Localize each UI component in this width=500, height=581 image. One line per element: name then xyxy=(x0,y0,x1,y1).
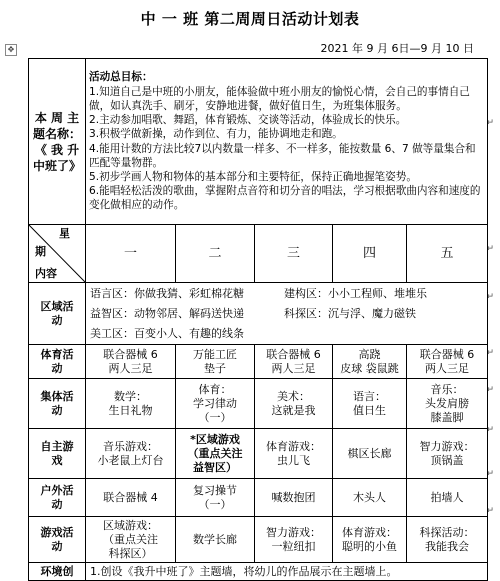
cell-line: 生日礼物 xyxy=(108,403,153,417)
theme-label-line: 中班了》 xyxy=(32,158,81,173)
cell-line: 高跷 xyxy=(358,347,381,361)
area-item: 美工区：百变小人、有趣的线条 xyxy=(90,326,244,340)
activity-plan-table xyxy=(28,58,488,581)
game-cell[interactable] xyxy=(255,517,333,563)
row-label xyxy=(29,479,86,517)
free-play-row xyxy=(29,429,488,479)
paragraph-mark-icon: ↵ xyxy=(486,292,494,302)
outdoor-cell[interactable] xyxy=(407,479,488,517)
cell-line: 顶锅盖 xyxy=(430,453,464,467)
row-label-line: 动 xyxy=(51,403,63,417)
row-label-line: 自主游 xyxy=(40,439,74,453)
cell-line: 皮球 袋鼠跳 xyxy=(340,361,399,375)
row-label-line: 动 xyxy=(51,361,63,375)
cell-line: 垫子 xyxy=(204,361,226,375)
game-cell[interactable] xyxy=(407,517,488,563)
outdoor-row xyxy=(29,479,488,517)
cell-line: 联合器械 6 xyxy=(103,347,158,361)
environment-cell[interactable]: 1.创设《我升中班了》主题墙，将幼儿的作品展示在主题墙上。 xyxy=(86,563,488,581)
cell-line: 两人三足 xyxy=(108,361,153,375)
row-label-line: 动 xyxy=(51,313,63,327)
row-label-line: 戏 xyxy=(51,453,63,467)
row-label xyxy=(29,429,86,479)
free-play-cell[interactable] xyxy=(255,429,333,479)
theme-label-line: 题名称： xyxy=(32,126,81,141)
cell-line: 两人三足 xyxy=(425,361,469,375)
cell-line: 联合器械 6 xyxy=(266,347,321,361)
paragraph-mark-icon: ↵ xyxy=(486,118,494,128)
row-label xyxy=(29,345,86,379)
paragraph-mark-icon: ↵ xyxy=(486,244,494,254)
cell-line: 万能工匠 xyxy=(193,347,237,361)
area-item: 科探区：沉与浮、魔力磁铁 xyxy=(284,306,416,320)
cell-line: 我能我会 xyxy=(425,539,469,553)
cell-line: 音乐游戏： xyxy=(103,439,158,453)
theme-label-line: 《 我 升 xyxy=(34,142,80,157)
diag-label-mid: 期 xyxy=(35,245,46,258)
cell-line: （一） xyxy=(198,410,232,424)
goals-title: 活动总目标： xyxy=(89,71,153,84)
cell-line: 数学： xyxy=(114,389,147,403)
game-cell[interactable] xyxy=(333,517,407,563)
group-cell[interactable] xyxy=(176,379,255,429)
group-cell[interactable] xyxy=(255,379,333,429)
cell-line: （一） xyxy=(198,497,232,511)
cell-line: （重点关注 xyxy=(187,446,243,460)
group-cell[interactable] xyxy=(86,379,176,429)
area-item: 益智区：动物邻居、解码送快递 xyxy=(90,306,244,320)
free-play-cell[interactable] xyxy=(176,429,255,479)
cell-line: 音乐： xyxy=(430,382,464,396)
cell-line: 体育游戏： xyxy=(342,525,397,539)
page-title: 中 一 班 第二周周日活动计划表 xyxy=(140,10,360,28)
cell-line: 聪明的小鱼 xyxy=(342,539,397,553)
sports-cell[interactable] xyxy=(333,345,407,379)
cell-line: 学习律动 xyxy=(193,396,237,410)
free-play-cell[interactable] xyxy=(86,429,176,479)
row-label-line: 动 xyxy=(51,539,63,553)
row-label-line: 游戏活 xyxy=(40,525,74,539)
game-cell[interactable] xyxy=(176,517,255,563)
cell-line: *区域游戏 xyxy=(190,432,240,446)
goal-item: 6.能唱轻松活泼的歌曲，掌握附点音符和切分音的唱法，学习根据歌曲内容和速度的变化做相应的动作。 xyxy=(89,185,481,212)
goal-item: 2.主动参加唱歌、舞蹈，体育锻炼、交谈等活动，体验成长的快乐。 xyxy=(89,114,407,127)
cell-line: 头发肩膀 xyxy=(425,396,469,410)
outdoor-cell[interactable] xyxy=(176,479,255,517)
paragraph-mark-icon: ↵ xyxy=(486,425,494,435)
day-header: 二 xyxy=(176,225,255,283)
area-line xyxy=(90,284,483,304)
row-label xyxy=(29,283,86,345)
area-row xyxy=(29,283,488,345)
goal-item: 5.初步学画人物和物体的基本部分和主要特征，保持正确地握笔姿势。 xyxy=(89,170,417,183)
paragraph-mark-icon: ↵ xyxy=(486,348,494,358)
game-cell[interactable] xyxy=(86,517,176,563)
cell-line: 智力游戏： xyxy=(419,439,475,453)
header-row xyxy=(29,225,488,283)
row-label-line: 区域活 xyxy=(40,299,74,313)
outdoor-cell[interactable] xyxy=(255,479,333,517)
paragraph-mark-icon: ↵ xyxy=(486,385,494,395)
diag-label-bottom: 内容 xyxy=(35,267,57,280)
cell-line: 这就是我 xyxy=(271,403,316,417)
diagonal-header-cell xyxy=(29,225,86,283)
goal-item: 3.积极学做新操，动作到位、有力，能协调地走和跑。 xyxy=(89,128,343,141)
cell-line: 数学长廊 xyxy=(193,532,237,546)
sports-cell[interactable] xyxy=(255,345,333,379)
row-label xyxy=(29,563,86,581)
cell-line: 智力游戏： xyxy=(266,525,321,539)
goal-item: 1.知道自己是中班的小朋友，能体验做中班小朋友的愉悦心情，会自己的事情自己做，如认真洗手、刷牙，安静地进餐，做好值日生，为班集体服务。 xyxy=(89,85,470,112)
cell-line: 美术： xyxy=(277,389,310,403)
day-header: 三 xyxy=(255,225,333,283)
table-move-handle-icon[interactable]: ✥ xyxy=(5,44,17,56)
cell-line: 复习操节 xyxy=(193,483,237,497)
free-play-cell[interactable] xyxy=(407,429,488,479)
environment-row xyxy=(29,563,488,581)
row-label xyxy=(29,517,86,563)
area-line xyxy=(90,324,483,344)
area-cell[interactable] xyxy=(86,283,488,345)
sports-cell[interactable] xyxy=(176,345,255,379)
theme-label xyxy=(29,59,86,225)
day-header: 一 xyxy=(86,225,176,283)
theme-label-line: 本 周 主 xyxy=(34,110,80,125)
cell-line: 虫儿飞 xyxy=(277,453,310,467)
area-item: 建构区：小小工程师、堆堆乐 xyxy=(284,286,427,300)
cell-line: 科探区） xyxy=(108,546,153,560)
paragraph-mark-icon: ↵ xyxy=(486,506,494,516)
game-row xyxy=(29,517,488,563)
day-header: 四 xyxy=(333,225,407,283)
cell-line: 小老鼠上灯台 xyxy=(97,453,164,467)
cell-line: 体育游戏： xyxy=(266,439,321,453)
date-range: 2021 年 9 月 6日—9 月 10 日 xyxy=(320,42,474,55)
row-label-line: 动 xyxy=(51,497,63,511)
row-label-line: 集体活 xyxy=(40,389,74,403)
goals-cell[interactable] xyxy=(86,59,488,225)
group-cell[interactable] xyxy=(407,379,488,429)
outdoor-cell[interactable] xyxy=(333,479,407,517)
row-label-line: 户外活 xyxy=(40,483,74,497)
cell-line: （重点关注 xyxy=(103,532,158,546)
cell-line: 两人三足 xyxy=(271,361,316,375)
cell-line: 联合器械 4 xyxy=(103,490,158,504)
cell-line: 棋区长廊 xyxy=(347,446,392,460)
cell-line: 拍墙人 xyxy=(430,490,464,504)
cell-line: 喊数抱团 xyxy=(271,490,316,504)
group-row xyxy=(29,379,488,429)
sports-cell[interactable] xyxy=(86,345,176,379)
cell-line: 膝盖脚 xyxy=(430,410,464,424)
row-label xyxy=(29,379,86,429)
sports-cell[interactable] xyxy=(407,345,488,379)
cell-line: 体育： xyxy=(198,382,232,396)
sports-row xyxy=(29,345,488,379)
cell-line: 语言： xyxy=(353,389,386,403)
group-cell[interactable] xyxy=(333,379,407,429)
row-label-line: 体育活 xyxy=(40,347,74,361)
area-item: 语言区：你做我猜、彩虹棉花糖 xyxy=(90,286,244,300)
cell-line: 一粒纽扣 xyxy=(271,539,316,553)
cell-line: 区域游戏： xyxy=(103,518,158,532)
outdoor-cell[interactable] xyxy=(86,479,176,517)
area-line xyxy=(90,304,483,324)
diag-label-top: 星 xyxy=(59,227,70,240)
cell-line: 联合器械 6 xyxy=(419,347,475,361)
theme-row xyxy=(29,59,488,225)
cell-line: 益智区） xyxy=(193,460,237,474)
cell-line: 木头人 xyxy=(353,490,386,504)
day-header: 五 xyxy=(407,225,488,283)
paragraph-mark-icon: ↵ xyxy=(486,469,494,479)
goal-item: 4.能用计数的方法比较7以内数量一样多、不一样多，能按数量 6、7 做等量集合和匹配等量物群。 xyxy=(89,142,476,169)
free-play-cell[interactable] xyxy=(333,429,407,479)
cell-line: 科探活动： xyxy=(419,525,475,539)
cell-line: 值日生 xyxy=(353,403,386,417)
row-label-line: 环境创 xyxy=(40,564,74,578)
